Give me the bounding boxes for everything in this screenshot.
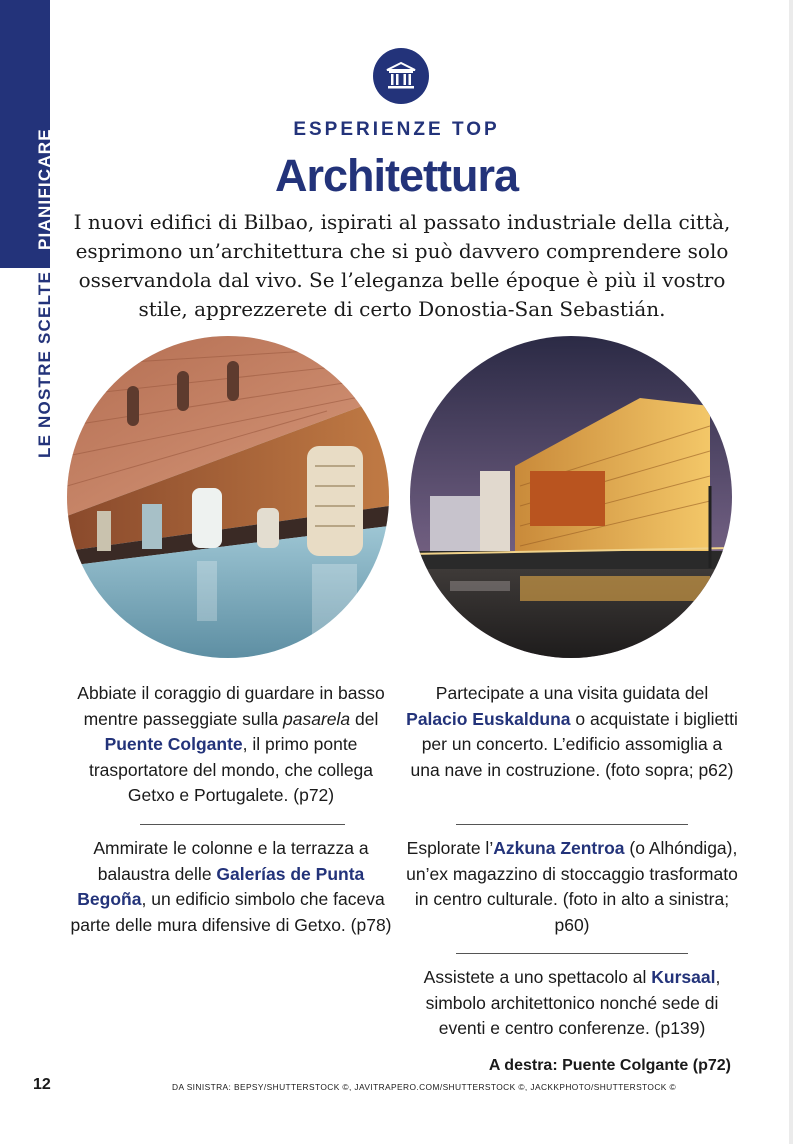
entry-text: Partecipate a una visita guidata del: [435, 683, 709, 703]
entry-galerias-punta-begona: [66, 836, 396, 938]
entry-text: Esplorate l’: [406, 838, 494, 858]
entry-text: del: [350, 708, 379, 729]
photo-building-night: [410, 336, 732, 658]
section-kicker: ESPERIENZE TOP: [293, 119, 500, 140]
entry-text: Abbiate il coraggio di guardare in basso mentre passeggiate sulla: [77, 683, 385, 729]
entry-text: , simbolo architettonico nonché sede di eventi e centro conferenze. (p139): [425, 967, 721, 1038]
entry-text: Assistete a uno spettacolo al: [423, 967, 652, 987]
entry-palacio-euskalduna: [405, 681, 739, 783]
photo-caption: A destra: Puente Colgante (p72): [488, 1057, 731, 1074]
entry-text: (o Alhóndiga), un’ex magazzino di stoccaggio trasformato in centro culturale. (foto in alto a sinistra; p60): [406, 838, 738, 935]
divider: [456, 953, 688, 954]
divider: [456, 824, 688, 825]
page-title: Architettura: [274, 150, 519, 201]
entry-text: , un edificio simbolo che faceva parte delle mura difensive di Getxo. (p78): [70, 889, 392, 935]
entry-puente-colgante: [66, 681, 396, 809]
intro-paragraph: I nuovi edifici di Bilbao, ispirati al passato industriale della città, esprimono un’architettura che si può davvero comprendere solo osservandola dal vivo. Se l’eleganza belle époque è più il vostro stile, apprezzerete di certo Donostia-San Sebastián.: [73, 210, 731, 321]
photo-credits: DA SINISTRA: BEPSY/SHUTTERSTOCK ©, JAVITRAPERO.COM/SHUTTERSTOCK ©, JACKKPHOTO/SHUTTERSTOCK ©: [172, 1082, 677, 1092]
entry-azkuna-zentroa: [405, 836, 739, 938]
entry-text: o acquistate i biglietti per un concerto. L’edificio assomiglia a una nave in costruzione. (foto sopra; p62): [410, 708, 738, 780]
subsection-label: LE NOSTRE SCELTE: [35, 270, 54, 458]
entry-text: Ammirate le colonne e la terrazza a balaustra delle: [93, 838, 369, 884]
place-name: Galerías de Punta Begoña: [77, 863, 365, 909]
place-name: Azkuna Zentroa: [493, 838, 625, 858]
entry-emphasis: pasarela: [283, 708, 351, 729]
photo-interior-columns: [67, 336, 389, 658]
divider: [140, 824, 345, 825]
place-name: Puente Colgante: [104, 734, 243, 754]
section-label: PIANIFICARE: [35, 128, 54, 250]
entry-text: , il primo ponte trasportatore del mondo, che collega Getxo e Portugalete. (p72): [88, 734, 374, 805]
entry-kursaal: [405, 965, 739, 1042]
place-name: Palacio Euskalduna: [406, 708, 571, 729]
page-number: 12: [33, 1076, 51, 1093]
museum-building-icon: [373, 48, 429, 104]
place-name: Kursaal: [651, 967, 716, 987]
